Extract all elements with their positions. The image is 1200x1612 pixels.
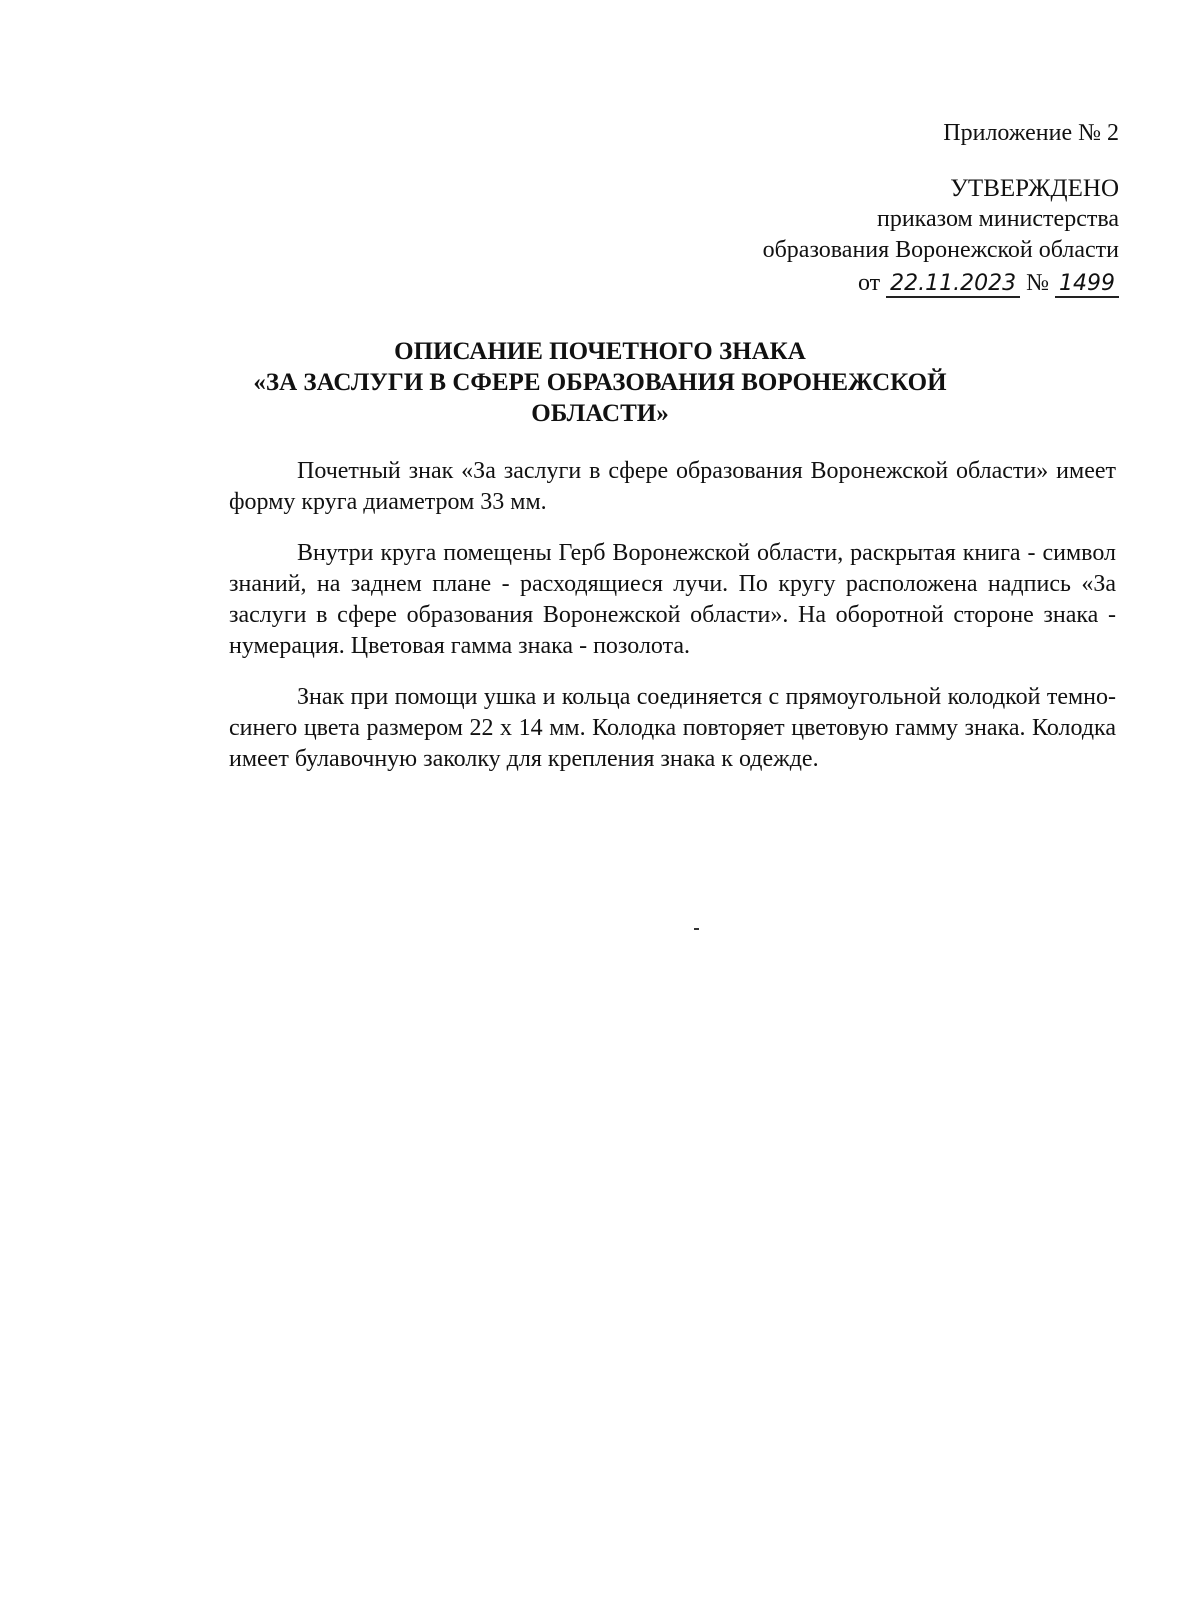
- appendix-label: Приложение № 2: [943, 120, 1119, 146]
- title-line-2: «ЗА ЗАСЛУГИ В СФЕРЕ ОБРАЗОВАНИЯ ВОРОНЕЖСКОЙ: [253, 369, 947, 396]
- paragraph-3: Знак при помощи ушка и кольца соединяется с прямоугольной колодкой темно-синего цвета размером 22 х 14 мм. Колодка повторяет цветовую гамму знака. Колодка имеет булавочную заколку для крепления знака к одежде.: [229, 684, 1116, 772]
- order-date-line: [559, 268, 1119, 299]
- date-prefix: от: [857, 270, 881, 296]
- title-line-3: ОБЛАСТИ»: [531, 400, 669, 427]
- handwritten-number: 1499: [1055, 272, 1119, 298]
- paragraph-2: Внутри круга помещены Герб Воронежской области, раскрытая книга - символ знаний, на заднем плане - расходящиеся лучи. По кругу расположена надпись «За заслуги в сфере образования Воронежской области». На оборотной стороне знака - нумерация. Цветовая гамма знака - позолота.: [229, 540, 1116, 659]
- document-body: [229, 456, 1116, 795]
- document-title: [200, 336, 1000, 429]
- handwritten-date: 22.11.2023: [886, 272, 1020, 298]
- paragraph-1: Почетный знак «За заслуги в сфере образования Воронежской области» имеет форму круга диаметром 33 мм.: [229, 458, 1116, 515]
- order-line-2: образования Воронежской области: [762, 237, 1119, 263]
- number-sign: №: [1026, 270, 1049, 296]
- title-line-1: ОПИСАНИЕ ПОЧЕТНОГО ЗНАКА: [394, 338, 806, 365]
- approval-block: [559, 118, 1119, 299]
- scan-speck: [694, 928, 699, 930]
- order-line-1: приказом министерства: [876, 206, 1119, 232]
- approved-stamp-text: УТВЕРЖДЕНО: [950, 175, 1119, 202]
